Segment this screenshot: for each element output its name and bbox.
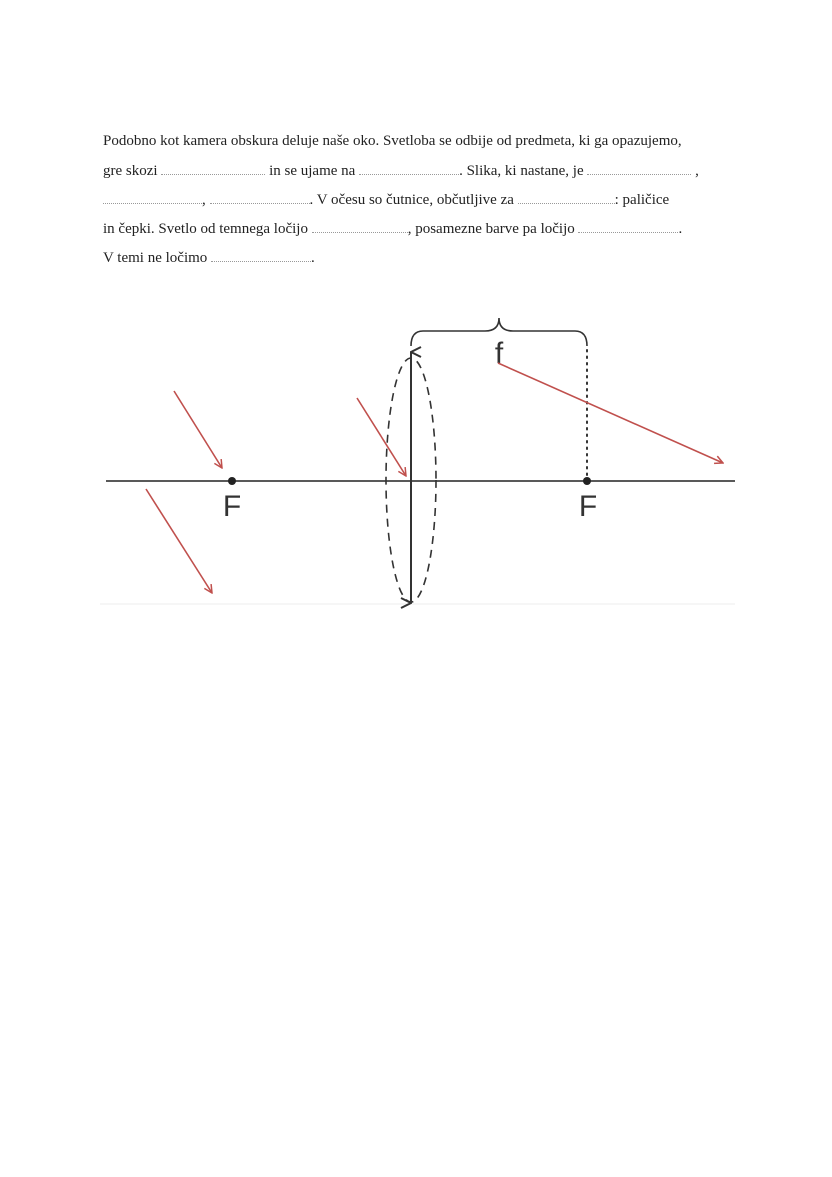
sentence-intro: Podobno kot kamera obskura deluje naše oko. Svetloba se odbije od predmeta, ki ga opazujemo, bbox=[103, 133, 682, 149]
text-fragment: , posamezne barve pa ločijo bbox=[407, 221, 575, 237]
focus-point-left bbox=[228, 477, 236, 485]
light-ray-1 bbox=[174, 391, 222, 468]
text-fragment: V temi ne ločimo bbox=[103, 250, 208, 266]
text-fragment: . Slika, ki nastane, je bbox=[459, 163, 584, 179]
light-ray-4 bbox=[498, 363, 723, 463]
light-ray-2 bbox=[146, 489, 212, 593]
text-fragment: , bbox=[695, 163, 699, 179]
text-fragment: . V očesu so čutnice, občutljive za bbox=[309, 192, 514, 208]
text-fragment: : paličice bbox=[614, 192, 670, 208]
focus-label-right: F bbox=[578, 490, 598, 523]
text-fragment: gre skozi bbox=[103, 163, 158, 179]
text-fragment: . bbox=[311, 250, 315, 266]
text-fragment: in čepki. Svetlo od temnega ločijo bbox=[103, 221, 308, 237]
text-fragment: . bbox=[678, 221, 683, 237]
focal-length-label: f bbox=[494, 337, 504, 370]
focus-label-left: F bbox=[222, 490, 242, 523]
light-ray-3 bbox=[357, 398, 406, 476]
text-fragment: in se ujame na bbox=[269, 163, 356, 179]
focus-point-right bbox=[583, 477, 591, 485]
text-fragment: , bbox=[202, 192, 206, 208]
